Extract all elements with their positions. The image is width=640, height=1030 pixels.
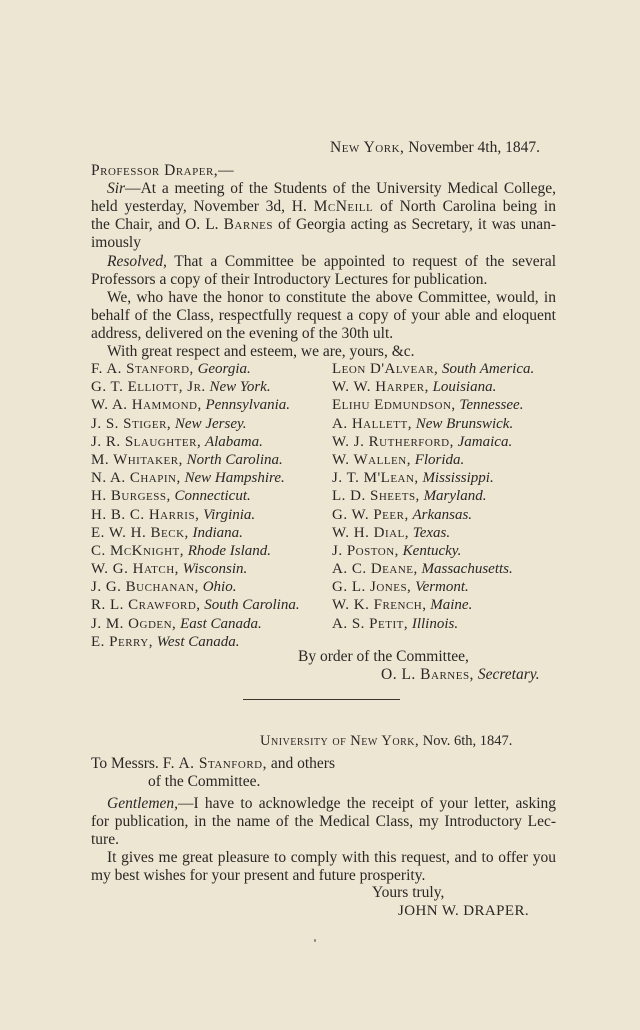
text-line (91, 253, 556, 271)
signature: JOHN W. DRAPER. (398, 903, 530, 919)
text-run: and others (266, 755, 335, 772)
signatory-place: Rhode Island. (187, 542, 272, 559)
signatory-row (332, 615, 534, 633)
signatory-name: W. K. French, (332, 597, 427, 614)
paper-speck (314, 939, 316, 942)
text-run: of North Carolina being in (373, 198, 556, 215)
signatory-row (332, 487, 534, 505)
reply-heading-date: Nov. 6th, 1847. (419, 733, 513, 749)
signatory-row (91, 524, 300, 542)
text-line (91, 198, 556, 216)
text-line (91, 831, 556, 849)
text-smallcaps: McNeill (313, 198, 374, 215)
signatories-right-column (332, 360, 534, 633)
section-divider (243, 699, 400, 700)
text-run: Professors a copy of their Introductory Lectures for publication. (91, 271, 488, 288)
signatory-place: Pennsylvania. (205, 397, 291, 414)
signatory-row (91, 578, 300, 596)
secretary-name: O. L. Barnes, (381, 666, 474, 683)
signatory-place: South America. (442, 361, 535, 377)
text-smallcaps: Barnes (223, 216, 273, 233)
signatory-place: Kentucky. (402, 542, 462, 559)
signatory-row (332, 396, 534, 414)
addressee-line-2: of the Committee. (148, 773, 261, 790)
signatory-place: New York. (209, 379, 271, 396)
signatory-row (332, 451, 534, 469)
signatory-name: H. Burgess, (91, 488, 171, 505)
signatory-place: Ohio. (202, 579, 237, 596)
signatory-name: W. G. Hatch, (91, 561, 179, 578)
text-line (91, 271, 556, 289)
signatory-place: New Brunswick. (415, 415, 514, 432)
text-italic: Gentlemen, (107, 795, 179, 812)
signatory-name: G. L. Jones, (332, 579, 412, 596)
text-line: We, who have the honor to constitute the above Committee, would, in (107, 289, 556, 306)
signatory-name: W. Wallen, (332, 451, 411, 468)
signatory-name: Elihu Edmundson, (332, 397, 456, 414)
salutation: Professor Draper,— (91, 162, 235, 179)
closing: Yours truly, (372, 884, 445, 901)
signatory-name: E. Perry, (91, 633, 153, 650)
signatory-row (332, 524, 534, 542)
signatory-row (332, 360, 534, 378)
signatory-place: Georgia. (197, 361, 251, 377)
signatory-row (332, 578, 534, 596)
signatory-place: Illinois. (411, 615, 459, 632)
order-line: By order of the Committee, (298, 648, 469, 665)
text-run: for publication, in the name of the Medical Class, my Introductory Lec- (91, 813, 556, 830)
signatory-row (332, 433, 534, 451)
signatory-place: New Hampshire. (184, 470, 285, 487)
reply-heading (260, 732, 512, 750)
text-run: held yesterday, November 3d, H. (91, 198, 314, 215)
signatory-place: New Jersey. (174, 415, 247, 432)
signatory-place: South Carolina. (204, 597, 300, 614)
signatory-row (332, 415, 534, 433)
signatory-place: Maryland. (423, 488, 487, 505)
signatory-name: F. A. Stanford, (91, 361, 194, 377)
signatory-place: Texas. (412, 524, 451, 541)
text-line: my best wishes for your present and future prosperity. (91, 867, 426, 884)
reply-paragraph-2 (91, 849, 556, 885)
signatory-name: J. G. Buchanan, (91, 579, 199, 596)
reply-paragraph-1 (91, 795, 556, 849)
signatory-row (332, 542, 534, 560)
signatory-row (91, 542, 300, 560)
signatory-name: J. R. Slaughter, (91, 433, 202, 450)
signatory-row (91, 378, 300, 396)
text-line (91, 813, 556, 831)
signatory-row (91, 396, 300, 414)
text-line: With great respect and esteem, we are, yours, &c. (107, 343, 415, 360)
signatory-place: Maine. (430, 597, 473, 614)
signatory-row (91, 560, 300, 578)
signatory-place: Tennessee. (459, 397, 524, 414)
addressee-name: F. A. Stanford, (162, 755, 267, 772)
signatory-row (91, 633, 300, 651)
signatory-row (91, 360, 300, 378)
text-run: —I have to acknowledge the receipt of your letter, asking (178, 795, 556, 812)
text-line (91, 216, 556, 234)
text-italic: Sir (107, 180, 126, 197)
secretary-line (381, 666, 540, 684)
signatory-name: A. C. Deane, (332, 561, 418, 578)
signatory-name: L. D. Sheets, (332, 488, 420, 505)
text-run: To Messrs. (91, 755, 163, 772)
signatory-place: Louisiana. (432, 379, 497, 396)
signatory-place: North Carolina. (186, 451, 283, 468)
signatory-place: Alabama. (204, 433, 263, 450)
signatory-name: W. J. Rutherford, (332, 433, 454, 450)
signatory-place: Vermont. (415, 579, 469, 596)
signatory-name: Leon D'Alvear, (332, 361, 439, 377)
text-run: the Chair, and O. L. (91, 216, 224, 233)
addressee-line (91, 755, 335, 773)
signatory-place: Connecticut. (174, 488, 251, 505)
signatory-name: J. S. Stiger, (91, 415, 172, 432)
reply-heading-place: University of New York, (260, 733, 420, 749)
signatory-row (332, 469, 534, 487)
secretary-title: Secretary. (477, 666, 540, 683)
signatory-row (91, 433, 300, 451)
text-line: behalf of the Class, respectfully request a copy of your able and eloquent (91, 307, 556, 324)
signatory-row (91, 487, 300, 505)
signatory-name: C. McKnight, (91, 542, 184, 559)
text-line (91, 180, 556, 198)
signatory-row (332, 506, 534, 524)
signatory-row (91, 596, 300, 614)
signatory-name: W. W. Harper, (332, 379, 429, 396)
signatory-place: Massachusetts. (421, 561, 513, 578)
text-run: That a Committee be appointed to request of the several (166, 253, 556, 270)
signatory-row (332, 378, 534, 396)
signatory-name: J. T. M'Lean, (332, 470, 419, 487)
signatory-name: R. L. Crawford, (91, 597, 201, 614)
letter-paragraph-2 (91, 253, 556, 289)
signatory-name: M. Whitaker, (91, 451, 183, 468)
signatory-place: Mississippi. (422, 470, 494, 487)
signatory-row (91, 506, 300, 524)
signatory-row (91, 415, 300, 433)
signatory-row (332, 596, 534, 614)
signatory-row (91, 469, 300, 487)
signatory-place: Jamaica. (457, 433, 513, 450)
text-italic: Resolved, (107, 253, 167, 270)
text-line (91, 234, 556, 252)
dateline-place: New York, (330, 139, 405, 156)
signatory-name: H. B. C. Harris, (91, 506, 200, 523)
signatory-name: G. T. Elliott, Jr. (91, 379, 206, 396)
letter-paragraph-3 (91, 289, 556, 361)
signatory-name: A. Hallett, (332, 415, 412, 432)
signatory-place: Virginia. (203, 506, 256, 523)
signatory-row (91, 615, 300, 633)
signatory-place: Florida. (414, 451, 465, 468)
signatory-row (332, 560, 534, 578)
signatory-place: Arkansas. (412, 506, 473, 523)
signatory-name: J. Poston, (332, 542, 399, 559)
signatory-name: W. A. Hammond, (91, 397, 202, 414)
text-line: It gives me great pleasure to comply with this request, and to offer you (107, 849, 556, 866)
dateline-date: November 4th, 1847. (404, 139, 540, 156)
letter-paragraph-1 (91, 180, 556, 252)
signatory-row (91, 451, 300, 469)
text-run: —At a meeting of the Students of the University Medical College, (125, 180, 556, 197)
signatory-name: J. M. Ogden, (91, 615, 177, 632)
text-run: imously (91, 234, 141, 251)
text-run: of Georgia acting as Secretary, it was unan- (273, 216, 557, 233)
text-run: ture. (91, 831, 119, 848)
dateline (330, 139, 540, 157)
signatory-name: G. W. Peer, (332, 506, 409, 523)
text-line: address, delivered on the evening of the 30th ult. (91, 325, 394, 342)
signatory-name: A. S. Petit, (332, 615, 409, 632)
signatory-place: Indiana. (192, 524, 243, 541)
text-line (91, 795, 556, 813)
signatories-left-column (91, 360, 300, 651)
signatory-place: West Canada. (156, 633, 240, 650)
signatory-name: E. W. H. Beck, (91, 524, 189, 541)
signatory-name: W. H. Dial, (332, 524, 410, 541)
signatory-place: East Canada. (180, 615, 262, 632)
signatory-name: N. A. Chapin, (91, 470, 181, 487)
signatory-place: Wisconsin. (182, 561, 248, 578)
